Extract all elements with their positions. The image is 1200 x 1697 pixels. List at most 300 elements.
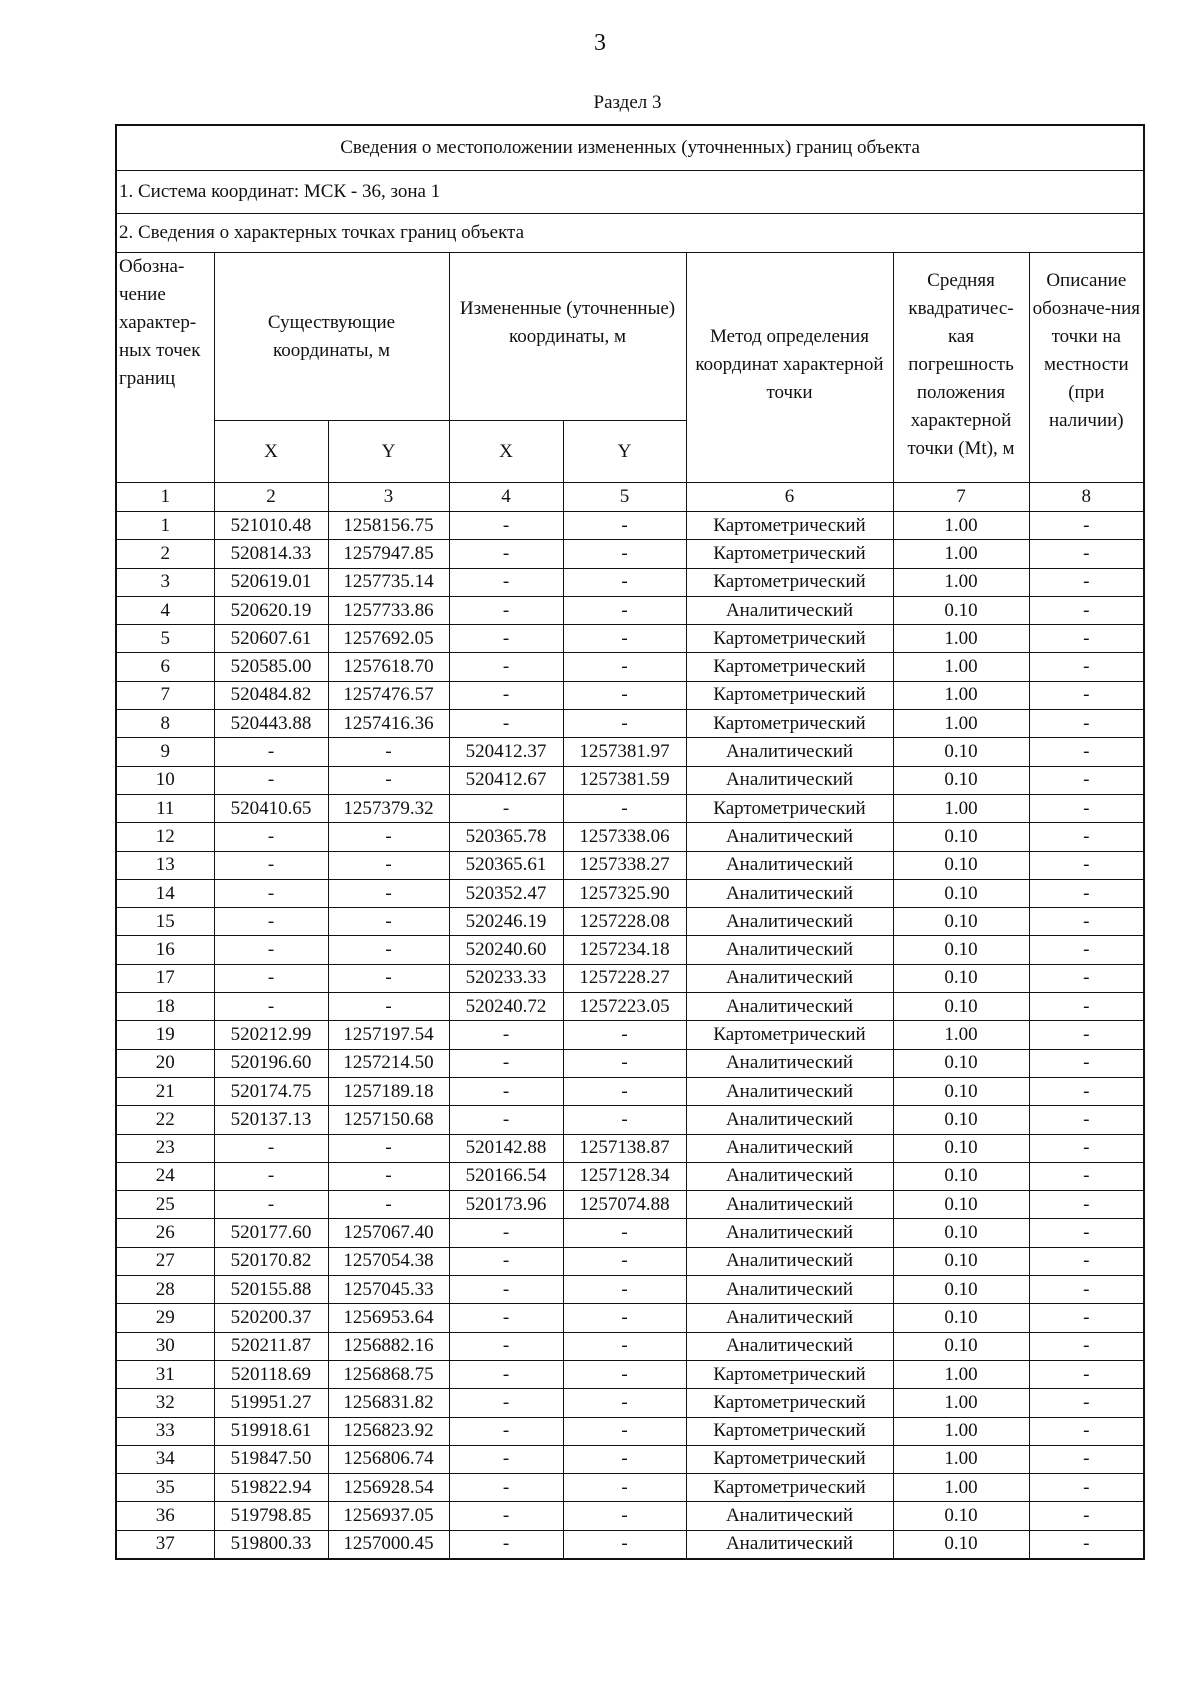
- changed-y: -: [563, 1276, 686, 1304]
- error-mt: 1.00: [893, 794, 1029, 822]
- column-number: 8: [1029, 483, 1144, 512]
- point-number: 31: [116, 1360, 214, 1388]
- error-mt: 0.10: [893, 1530, 1029, 1559]
- table-row: [116, 851, 1144, 879]
- existing-y: -: [328, 879, 449, 907]
- point-description: -: [1029, 1049, 1144, 1077]
- point-description: -: [1029, 1445, 1144, 1473]
- error-mt: 1.00: [893, 540, 1029, 568]
- changed-y: -: [563, 1332, 686, 1360]
- column-number: 4: [449, 483, 563, 512]
- point-description: -: [1029, 1474, 1144, 1502]
- error-mt: 0.10: [893, 1276, 1029, 1304]
- error-mt: 1.00: [893, 653, 1029, 681]
- method: Аналитический: [686, 879, 893, 907]
- existing-x: 520814.33: [214, 540, 328, 568]
- point-number: 10: [116, 766, 214, 794]
- table-row: [116, 1360, 1144, 1388]
- method: Аналитический: [686, 1247, 893, 1275]
- table-row: [116, 1219, 1144, 1247]
- existing-y: 1257197.54: [328, 1021, 449, 1049]
- existing-x: 520177.60: [214, 1219, 328, 1247]
- existing-y: 1256953.64: [328, 1304, 449, 1332]
- header-existing-coords: Существующие координаты, м: [214, 253, 449, 421]
- existing-y: 1257735.14: [328, 568, 449, 596]
- point-description: -: [1029, 1247, 1144, 1275]
- existing-y: 1256823.92: [328, 1417, 449, 1445]
- error-mt: 1.00: [893, 1021, 1029, 1049]
- point-number: 33: [116, 1417, 214, 1445]
- existing-y: 1257054.38: [328, 1247, 449, 1275]
- changed-x: -: [449, 1389, 563, 1417]
- changed-y: -: [563, 681, 686, 709]
- method: Аналитический: [686, 908, 893, 936]
- point-number: 17: [116, 964, 214, 992]
- table-row: [116, 1530, 1144, 1559]
- changed-x: 520365.78: [449, 823, 563, 851]
- table-row: [116, 1276, 1144, 1304]
- method: Картометрический: [686, 1474, 893, 1502]
- existing-x: -: [214, 851, 328, 879]
- error-mt: 1.00: [893, 710, 1029, 738]
- header-description: Описание обозначе-ния точки на местности (при наличии): [1029, 253, 1144, 483]
- point-number: 7: [116, 681, 214, 709]
- existing-x: 519847.50: [214, 1445, 328, 1473]
- existing-y: -: [328, 1191, 449, 1219]
- table-row: [116, 568, 1144, 596]
- existing-x: 519798.85: [214, 1502, 328, 1530]
- error-mt: 1.00: [893, 568, 1029, 596]
- existing-x: 520200.37: [214, 1304, 328, 1332]
- existing-x: -: [214, 879, 328, 907]
- table-row: [116, 1247, 1144, 1275]
- existing-y: -: [328, 823, 449, 851]
- method: Аналитический: [686, 738, 893, 766]
- point-number: 15: [116, 908, 214, 936]
- point-number: 35: [116, 1474, 214, 1502]
- table-row: [116, 1077, 1144, 1105]
- changed-x: -: [449, 1530, 563, 1559]
- point-number: 5: [116, 625, 214, 653]
- header-method: Метод определения координат характерной точки: [686, 253, 893, 483]
- existing-x: 519951.27: [214, 1389, 328, 1417]
- error-mt: 0.10: [893, 1134, 1029, 1162]
- existing-x: -: [214, 908, 328, 936]
- error-mt: 0.10: [893, 1502, 1029, 1530]
- existing-x: 520619.01: [214, 568, 328, 596]
- method: Аналитический: [686, 1219, 893, 1247]
- point-description: -: [1029, 794, 1144, 822]
- method: Картометрический: [686, 1445, 893, 1473]
- table-row: [116, 1049, 1144, 1077]
- point-description: -: [1029, 1219, 1144, 1247]
- changed-x: 520412.67: [449, 766, 563, 794]
- point-number: 3: [116, 568, 214, 596]
- changed-y: 1257223.05: [563, 993, 686, 1021]
- error-mt: 1.00: [893, 1445, 1029, 1473]
- point-description: -: [1029, 1077, 1144, 1105]
- changed-x: 520365.61: [449, 851, 563, 879]
- method: Аналитический: [686, 1332, 893, 1360]
- error-mt: 1.00: [893, 681, 1029, 709]
- point-number: 2: [116, 540, 214, 568]
- error-mt: 0.10: [893, 1304, 1029, 1332]
- changed-y: 1257338.06: [563, 823, 686, 851]
- changed-x: 520166.54: [449, 1162, 563, 1190]
- point-number: 30: [116, 1332, 214, 1360]
- changed-x: -: [449, 1049, 563, 1077]
- changed-x: -: [449, 1106, 563, 1134]
- column-number: 1: [116, 483, 214, 512]
- existing-x: 520484.82: [214, 681, 328, 709]
- table-row: [116, 681, 1144, 709]
- point-number: 14: [116, 879, 214, 907]
- existing-x: 520211.87: [214, 1332, 328, 1360]
- existing-y: 1257067.40: [328, 1219, 449, 1247]
- method: Картометрический: [686, 710, 893, 738]
- method: Аналитический: [686, 1191, 893, 1219]
- point-description: -: [1029, 1417, 1144, 1445]
- changed-y: -: [563, 1474, 686, 1502]
- existing-y: 1257692.05: [328, 625, 449, 653]
- table-row: [116, 1106, 1144, 1134]
- point-number: 20: [116, 1049, 214, 1077]
- changed-y: 1257325.90: [563, 879, 686, 907]
- changed-y: -: [563, 1502, 686, 1530]
- existing-y: -: [328, 851, 449, 879]
- point-number: 1: [116, 512, 214, 540]
- changed-y: -: [563, 653, 686, 681]
- method: Картометрический: [686, 653, 893, 681]
- point-number: 12: [116, 823, 214, 851]
- point-description: -: [1029, 964, 1144, 992]
- existing-y: -: [328, 964, 449, 992]
- error-mt: 0.10: [893, 823, 1029, 851]
- changed-x: 520173.96: [449, 1191, 563, 1219]
- existing-y: 1257379.32: [328, 794, 449, 822]
- table-row: [116, 823, 1144, 851]
- point-description: -: [1029, 738, 1144, 766]
- changed-x: -: [449, 1219, 563, 1247]
- point-description: -: [1029, 1106, 1144, 1134]
- error-mt: 0.10: [893, 1247, 1029, 1275]
- changed-x: -: [449, 1304, 563, 1332]
- table-row: [116, 879, 1144, 907]
- existing-x: 520212.99: [214, 1021, 328, 1049]
- existing-y: 1257947.85: [328, 540, 449, 568]
- existing-y: 1257733.86: [328, 596, 449, 624]
- existing-x: 520170.82: [214, 1247, 328, 1275]
- method: Аналитический: [686, 1134, 893, 1162]
- header-changed-coords: Измененные (уточненные) координаты, м: [449, 253, 686, 421]
- point-description: -: [1029, 879, 1144, 907]
- method: Аналитический: [686, 1106, 893, 1134]
- changed-y: -: [563, 1530, 686, 1559]
- point-description: -: [1029, 625, 1144, 653]
- changed-y: 1257074.88: [563, 1191, 686, 1219]
- header-existing-y: Y: [328, 421, 449, 483]
- changed-y: -: [563, 1304, 686, 1332]
- error-mt: 0.10: [893, 1106, 1029, 1134]
- error-mt: 1.00: [893, 625, 1029, 653]
- changed-y: -: [563, 1389, 686, 1417]
- boundary-points-table: [115, 124, 1145, 1560]
- point-description: -: [1029, 1276, 1144, 1304]
- point-number: 13: [116, 851, 214, 879]
- method: Аналитический: [686, 1530, 893, 1559]
- existing-x: -: [214, 766, 328, 794]
- error-mt: 0.10: [893, 596, 1029, 624]
- changed-x: -: [449, 1247, 563, 1275]
- changed-y: -: [563, 710, 686, 738]
- error-mt: 0.10: [893, 1162, 1029, 1190]
- page-number: 3: [594, 30, 606, 56]
- changed-y: -: [563, 1247, 686, 1275]
- method: Картометрический: [686, 681, 893, 709]
- existing-x: 521010.48: [214, 512, 328, 540]
- changed-x: -: [449, 794, 563, 822]
- existing-x: 520443.88: [214, 710, 328, 738]
- changed-y: -: [563, 1417, 686, 1445]
- existing-y: 1257000.45: [328, 1530, 449, 1559]
- changed-y: -: [563, 1445, 686, 1473]
- existing-x: -: [214, 1191, 328, 1219]
- changed-x: -: [449, 1445, 563, 1473]
- point-description: -: [1029, 1530, 1144, 1559]
- existing-x: 520137.13: [214, 1106, 328, 1134]
- point-number: 27: [116, 1247, 214, 1275]
- point-number: 9: [116, 738, 214, 766]
- changed-x: 520412.37: [449, 738, 563, 766]
- existing-y: 1256806.74: [328, 1445, 449, 1473]
- header-existing-x: X: [214, 421, 328, 483]
- changed-x: 520352.47: [449, 879, 563, 907]
- point-description: -: [1029, 993, 1144, 1021]
- point-number: 37: [116, 1530, 214, 1559]
- method: Картометрический: [686, 540, 893, 568]
- point-number: 11: [116, 794, 214, 822]
- changed-x: 520142.88: [449, 1134, 563, 1162]
- error-mt: 0.10: [893, 1219, 1029, 1247]
- error-mt: 0.10: [893, 851, 1029, 879]
- error-mt: 0.10: [893, 738, 1029, 766]
- changed-y: 1257338.27: [563, 851, 686, 879]
- error-mt: 0.10: [893, 993, 1029, 1021]
- existing-y: 1256831.82: [328, 1389, 449, 1417]
- table-row: [116, 738, 1144, 766]
- existing-x: 520155.88: [214, 1276, 328, 1304]
- point-description: -: [1029, 1332, 1144, 1360]
- table-row: [116, 540, 1144, 568]
- existing-x: -: [214, 1162, 328, 1190]
- point-description: -: [1029, 1360, 1144, 1388]
- point-description: -: [1029, 936, 1144, 964]
- existing-x: 520118.69: [214, 1360, 328, 1388]
- existing-y: 1257150.68: [328, 1106, 449, 1134]
- table-row: [116, 1134, 1144, 1162]
- point-description: -: [1029, 512, 1144, 540]
- point-description: -: [1029, 1304, 1144, 1332]
- header-changed-y: Y: [563, 421, 686, 483]
- error-mt: 1.00: [893, 1417, 1029, 1445]
- table-row: [116, 993, 1144, 1021]
- changed-x: -: [449, 1332, 563, 1360]
- error-mt: 0.10: [893, 1049, 1029, 1077]
- changed-x: -: [449, 681, 563, 709]
- existing-y: 1256868.75: [328, 1360, 449, 1388]
- method: Картометрический: [686, 1417, 893, 1445]
- point-description: -: [1029, 766, 1144, 794]
- point-description: -: [1029, 1162, 1144, 1190]
- existing-x: 520174.75: [214, 1077, 328, 1105]
- column-number: 2: [214, 483, 328, 512]
- existing-y: -: [328, 1134, 449, 1162]
- error-mt: 0.10: [893, 964, 1029, 992]
- point-description: -: [1029, 568, 1144, 596]
- method: Аналитический: [686, 1502, 893, 1530]
- method: Картометрический: [686, 512, 893, 540]
- table-row: [116, 794, 1144, 822]
- changed-x: 520233.33: [449, 964, 563, 992]
- error-mt: 1.00: [893, 1474, 1029, 1502]
- existing-y: 1257416.36: [328, 710, 449, 738]
- existing-y: -: [328, 1162, 449, 1190]
- column-number: 3: [328, 483, 449, 512]
- changed-x: -: [449, 1360, 563, 1388]
- point-number: 23: [116, 1134, 214, 1162]
- table-row: [116, 936, 1144, 964]
- table-row: [116, 1191, 1144, 1219]
- changed-x: -: [449, 1502, 563, 1530]
- point-description: -: [1029, 710, 1144, 738]
- error-mt: 1.00: [893, 1360, 1029, 1388]
- point-number: 6: [116, 653, 214, 681]
- existing-y: 1257045.33: [328, 1276, 449, 1304]
- point-number: 24: [116, 1162, 214, 1190]
- table-row: [116, 625, 1144, 653]
- point-description: -: [1029, 851, 1144, 879]
- changed-x: -: [449, 625, 563, 653]
- existing-y: 1257476.57: [328, 681, 449, 709]
- existing-y: -: [328, 993, 449, 1021]
- table-row: [116, 1021, 1144, 1049]
- method: Картометрический: [686, 568, 893, 596]
- point-number: 8: [116, 710, 214, 738]
- method: Аналитический: [686, 823, 893, 851]
- changed-y: -: [563, 1219, 686, 1247]
- point-description: -: [1029, 823, 1144, 851]
- table-row: [116, 964, 1144, 992]
- changed-x: 520240.60: [449, 936, 563, 964]
- table-row: [116, 1445, 1144, 1473]
- method: Аналитический: [686, 851, 893, 879]
- changed-y: -: [563, 1049, 686, 1077]
- changed-y: 1257381.59: [563, 766, 686, 794]
- changed-y: -: [563, 1021, 686, 1049]
- existing-x: 519918.61: [214, 1417, 328, 1445]
- existing-x: 520196.60: [214, 1049, 328, 1077]
- column-number: 5: [563, 483, 686, 512]
- method: Аналитический: [686, 1077, 893, 1105]
- method: Картометрический: [686, 1389, 893, 1417]
- changed-y: -: [563, 1360, 686, 1388]
- existing-x: 520410.65: [214, 794, 328, 822]
- method: Аналитический: [686, 596, 893, 624]
- existing-x: -: [214, 964, 328, 992]
- point-description: -: [1029, 1134, 1144, 1162]
- existing-x: -: [214, 1134, 328, 1162]
- error-mt: 0.10: [893, 908, 1029, 936]
- error-mt: 0.10: [893, 1077, 1029, 1105]
- existing-y: 1256882.16: [328, 1332, 449, 1360]
- point-number: 29: [116, 1304, 214, 1332]
- existing-y: 1257214.50: [328, 1049, 449, 1077]
- changed-x: -: [449, 540, 563, 568]
- point-description: -: [1029, 1191, 1144, 1219]
- changed-x: -: [449, 1276, 563, 1304]
- changed-y: -: [563, 540, 686, 568]
- coordinate-system: 1. Система координат: МСК - 36, зона 1: [116, 171, 1144, 214]
- point-description: -: [1029, 908, 1144, 936]
- table-row: [116, 710, 1144, 738]
- table-row: [116, 653, 1144, 681]
- error-mt: 1.00: [893, 1389, 1029, 1417]
- existing-y: 1258156.75: [328, 512, 449, 540]
- changed-y: 1257234.18: [563, 936, 686, 964]
- point-number: 25: [116, 1191, 214, 1219]
- changed-x: -: [449, 596, 563, 624]
- point-number: 26: [116, 1219, 214, 1247]
- point-description: -: [1029, 596, 1144, 624]
- point-number: 22: [116, 1106, 214, 1134]
- changed-x: -: [449, 1474, 563, 1502]
- changed-y: -: [563, 596, 686, 624]
- existing-x: -: [214, 738, 328, 766]
- section-title: Раздел 3: [593, 92, 662, 113]
- point-number: 34: [116, 1445, 214, 1473]
- point-description: -: [1029, 1502, 1144, 1530]
- changed-y: 1257128.34: [563, 1162, 686, 1190]
- error-mt: 1.00: [893, 512, 1029, 540]
- existing-x: 519800.33: [214, 1530, 328, 1559]
- column-number: 6: [686, 483, 893, 512]
- changed-y: 1257228.27: [563, 964, 686, 992]
- changed-y: -: [563, 794, 686, 822]
- changed-y: 1257228.08: [563, 908, 686, 936]
- method: Картометрический: [686, 794, 893, 822]
- column-number: 7: [893, 483, 1029, 512]
- method: Аналитический: [686, 936, 893, 964]
- method: Аналитический: [686, 1049, 893, 1077]
- existing-x: -: [214, 936, 328, 964]
- point-number: 32: [116, 1389, 214, 1417]
- point-description: -: [1029, 1021, 1144, 1049]
- changed-x: 520240.72: [449, 993, 563, 1021]
- error-mt: 0.10: [893, 1332, 1029, 1360]
- header-changed-x: X: [449, 421, 563, 483]
- changed-x: -: [449, 568, 563, 596]
- column-number-row: [116, 483, 1144, 512]
- header-designation: Обозна-чение характер-ных точек границ: [116, 253, 214, 483]
- point-description: -: [1029, 1389, 1144, 1417]
- changed-y: -: [563, 1077, 686, 1105]
- changed-x: -: [449, 512, 563, 540]
- changed-x: -: [449, 1417, 563, 1445]
- method: Аналитический: [686, 993, 893, 1021]
- changed-y: -: [563, 512, 686, 540]
- changed-y: -: [563, 625, 686, 653]
- changed-y: -: [563, 1106, 686, 1134]
